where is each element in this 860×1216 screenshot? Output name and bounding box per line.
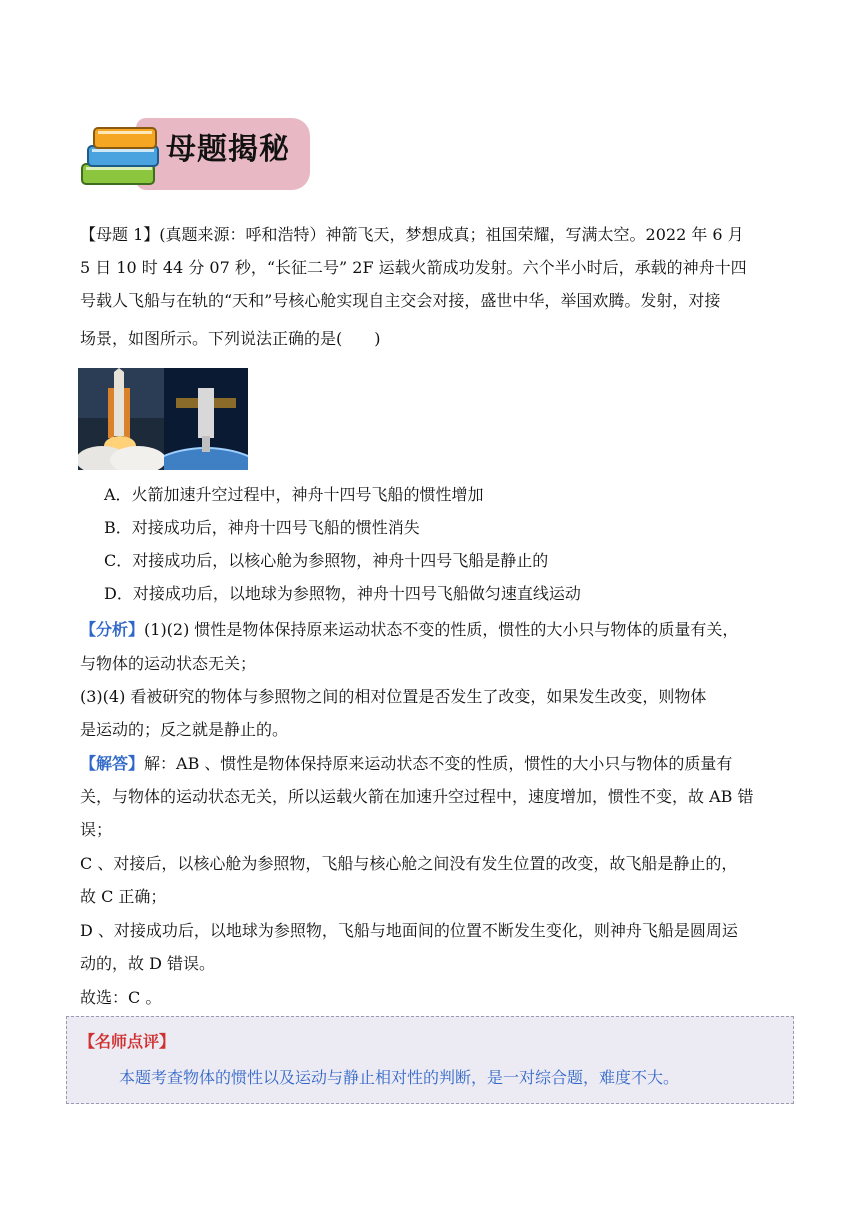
- answer-line-5: 故 C 正确；: [80, 887, 167, 906]
- answer-label: 【解答】: [80, 754, 145, 773]
- question-label: 【母题 1】: [80, 225, 160, 244]
- answer-line-4: C 、对接后，以核心舱为参照物，飞船与核心舱之间没有发生位置的改变，故飞船是静止的，: [80, 854, 738, 873]
- analysis-line-3: (3)(4) 看被研究的物体与参照物之间的相对位置是否发生了改变，如果发生改变，则物体: [80, 687, 707, 706]
- answer-line-7: 动的，故 D 错误。: [80, 954, 216, 973]
- answer-line-1: 【解答】解：AB 、惯性是物体保持原来运动状态不变的性质，惯性的大小只与物体的质量有: [80, 754, 733, 773]
- question-line-1: 【母题 1】(真题来源：呼和浩特）神箭飞天，梦想成真；祖国荣耀，写满太空。2022 年 6 月: [80, 225, 744, 244]
- analysis-line-1: 【分析】(1)(2) 惯性是物体保持原来运动状态不变的性质，惯性的大小只与物体的质量有关，: [80, 620, 739, 639]
- option-a: A．火箭加速升空过程中，神舟十四号飞船的惯性增加: [104, 485, 484, 504]
- question-line-2: 5 日 10 时 44 分 07 秒，“长征二号” 2F 运载火箭成功发射。六个半小时后，承载的神舟十四: [80, 258, 747, 277]
- analysis-line-2: 与物体的运动状态无关；: [80, 654, 257, 673]
- rocket-launch-image: [78, 368, 164, 470]
- answer-line-2: 关，与物体的运动状态无关，所以运载火箭在加速升空过程中，速度增加，惯性不变，故 AB 错: [80, 787, 754, 806]
- analysis-line-4: 是运动的；反之就是静止的。: [80, 720, 289, 739]
- page-title: 母题揭秘: [166, 132, 290, 167]
- teacher-comment-box: [66, 1016, 794, 1104]
- answer-line-6: D 、对接成功后，以地球为参照物，飞船与地面间的位置不断发生变化，则神舟飞船是圆周运: [80, 921, 738, 940]
- comment-title: 【名师点评】: [79, 1032, 176, 1051]
- option-d: D．对接成功后，以地球为参照物，神舟十四号飞船做匀速直线运动: [104, 584, 581, 603]
- question-line-4: 场景，如图所示。下列说法正确的是( ): [80, 329, 381, 348]
- answer-line-8: 故选：C 。: [80, 988, 162, 1007]
- option-c: C．对接成功后，以核心舱为参照物，神舟十四号飞船是静止的: [104, 551, 549, 570]
- comment-text: 本题考查物体的惯性以及运动与静止相对性的判断，是一对综合题，难度不大。: [119, 1068, 680, 1087]
- section-banner: [78, 118, 310, 190]
- space-station-image: [164, 368, 248, 470]
- question-line-3: 号载人飞船与在轨的“天和”号核心舱实现自主交会对接，盛世中华，举国欢腾。发射，对接: [80, 291, 721, 310]
- question-figure: [78, 368, 248, 470]
- option-b: B．对接成功后，神舟十四号飞船的惯性消失: [104, 518, 420, 537]
- books-icon: [78, 120, 166, 190]
- analysis-label: 【分析】: [80, 620, 145, 639]
- answer-line-3: 误；: [80, 820, 113, 839]
